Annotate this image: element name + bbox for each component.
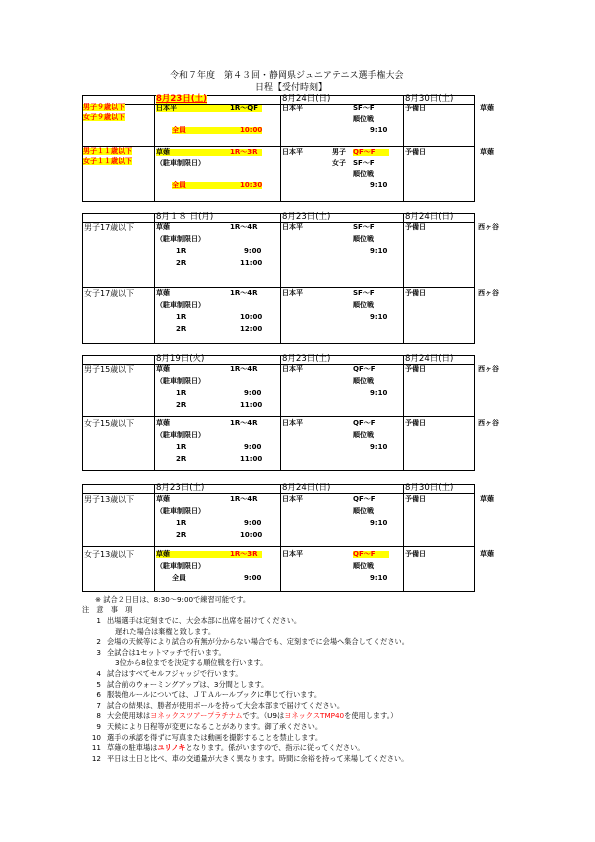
reserve-day: 予備日 [405, 289, 426, 297]
reserve-location: 草薙 [480, 104, 494, 112]
note-text: 平日は土日と比べ、車の交通量が大きく異なります。時間に余裕を持って来場してください。 [107, 753, 409, 763]
category-girls-u17: 女子17歳以下 [84, 289, 135, 298]
note-number: 12 [91, 753, 101, 763]
checkin-time: 9:10 [370, 126, 388, 134]
venue: 日本平 [282, 550, 303, 558]
round-label: 1R [176, 519, 187, 527]
note-text: 全試合は1セットマッチで行います。 [107, 647, 226, 657]
round-range: 1R～4R [230, 365, 258, 373]
note-highlight: ヨネックスTMP40 [284, 711, 345, 721]
venue: 日本平 [282, 223, 303, 231]
note-item [86, 702, 344, 709]
round-label: 2R [176, 401, 187, 409]
round-label: 2R [176, 455, 187, 463]
venue: 草薙 [156, 223, 170, 231]
round-range: 1R～4R [230, 419, 258, 427]
category-boys-u17: 男子17歳以下 [84, 223, 135, 232]
round-range: 1R～4R [230, 495, 258, 503]
checkin-time: 9:00 [244, 389, 262, 397]
venue: 日本平 [156, 105, 262, 112]
note-item [86, 681, 268, 688]
round-label: 2R [176, 259, 187, 267]
table4-header-col3: 8月30日(土) [405, 483, 454, 493]
table2-header-col1: 8月１８ 日(月) [156, 212, 214, 222]
checkin-time: 9:10 [370, 574, 388, 582]
venue: 草薙 [156, 365, 170, 373]
round-range: 1R～3R [230, 148, 258, 156]
reserve-day: 予備日 [405, 365, 426, 373]
reserve-day: 予備日 [405, 104, 426, 112]
round-range: SF～F [353, 289, 375, 297]
checkin-time: 11:00 [240, 401, 263, 409]
note-item [86, 744, 365, 751]
note-item [86, 723, 322, 730]
checkin-time: 10:00 [240, 531, 263, 539]
note-number: 10 [91, 732, 101, 742]
note-text: 会場の天候等により試合の有無が分からない場合でも、定刻までに会場へ集合してください。 [107, 637, 409, 647]
venue: 日本平 [282, 104, 303, 112]
table1-header-col1: 8月23日(土) [156, 94, 208, 104]
note-text: 試合はすべてセルフジャッジで行います。 [107, 669, 243, 678]
table2-header-col2: 8月23日(土) [282, 212, 331, 222]
reserve-day: 予備日 [405, 223, 426, 231]
category-girls-u9: 女子９歳以下 [83, 113, 125, 121]
checkin-time: 9:10 [370, 247, 388, 255]
category-boys-u13: 男子13歳以下 [84, 495, 135, 504]
note-number: 9 [96, 722, 101, 731]
note-number: 4 [96, 669, 101, 678]
parking-restriction: （駐車制限日） [156, 507, 205, 515]
round-label: 2R [176, 325, 187, 333]
round-label: 1R [176, 389, 187, 397]
venue: 日本平 [282, 148, 303, 156]
round-label: 2R [176, 531, 187, 539]
all-players: 全員 [172, 182, 262, 189]
placement-matches: 順位戦 [353, 115, 374, 123]
round-range: 1R～QF [230, 104, 258, 112]
reserve-location: 草薙 [480, 495, 494, 503]
note-text: 試合の結果は、勝者が使用ボールを持って大会本部まで届けてください。 [107, 700, 345, 710]
checkin-time: 11:00 [240, 455, 263, 463]
reserve-day: 予備日 [405, 550, 426, 558]
note-text: を使用します。） [344, 711, 398, 721]
parking-restriction: （駐車制限日） [156, 235, 205, 243]
category-boys-u15: 男子15歳以下 [84, 365, 135, 374]
venue: 草薙 [156, 419, 170, 427]
category-girls-u15: 女子15歳以下 [84, 419, 135, 428]
note-item [86, 734, 322, 741]
checkin-time: 9:10 [370, 389, 388, 397]
checkin-time: 9:10 [370, 181, 388, 189]
placement-matches: 順位戦 [353, 507, 374, 515]
notes-heading: 注 意 事 項 [82, 605, 133, 614]
boys-label: 男子 [332, 148, 346, 156]
note-text: となります。係がいますので、指示に従ってください。 [185, 743, 365, 753]
round-range: QF～F [353, 365, 376, 373]
note-item [86, 659, 267, 666]
note-number: 8 [96, 711, 101, 721]
checkin-time: 9:00 [244, 519, 262, 527]
category-boys-u9: 男子９歳以下 [83, 103, 125, 111]
round-label: 1R [176, 313, 187, 321]
note-text: です。（U9は [242, 711, 285, 721]
checkin-time: 9:00 [244, 443, 262, 451]
reserve-location: 草薙 [480, 550, 494, 558]
schedule-table-u17 [82, 213, 475, 344]
note-number: 7 [96, 700, 101, 710]
round-range: QF～F [353, 495, 376, 503]
all-players: 全員 [172, 574, 186, 582]
checkin-time: 9:00 [244, 247, 262, 255]
round-range: QF～F [353, 551, 389, 558]
note-item [86, 670, 242, 677]
checkin-time: 12:00 [240, 325, 263, 333]
note-number: 2 [96, 637, 101, 647]
note-item [86, 712, 397, 719]
round-range: 1R～4R [230, 289, 258, 297]
checkin-time: 11:00 [240, 259, 263, 267]
note-number: 3 [96, 647, 101, 657]
note-item [86, 755, 408, 762]
category-boys-u11: 男子１１歳以下 [83, 147, 132, 155]
practice-footnote: ※ 試合２日目は、8:30～9:00で練習可能です。 [95, 595, 251, 604]
reserve-location: 西ヶ谷 [478, 365, 499, 373]
table1-header-col3: 8月30日(土) [405, 94, 454, 104]
round-range: 1R～4R [230, 223, 258, 231]
placement-matches: 順位戦 [353, 562, 374, 570]
checkin-time: 9:10 [370, 443, 388, 451]
venue: 日本平 [282, 289, 303, 297]
placement-matches: 順位戦 [353, 170, 374, 178]
placement-matches: 順位戦 [353, 431, 374, 439]
checkin-time: 10:30 [240, 181, 263, 189]
checkin-time: 9:00 [244, 574, 262, 582]
reserve-location: 西ヶ谷 [478, 289, 499, 297]
table2-header-col3: 8月24日(日) [405, 212, 454, 222]
venue: 草薙 [156, 289, 170, 297]
venue: 草薙 [156, 551, 262, 558]
round-label: 1R [176, 443, 187, 451]
parking-restriction: （駐車制限日） [156, 301, 205, 309]
note-text: 選手の承認を得ずに写真または動画を撮影することを禁止します。 [107, 732, 323, 742]
table4-header-col1: 8月23日(土) [156, 483, 205, 493]
venue: 草薙 [156, 495, 170, 503]
girls-label: 女子 [332, 159, 346, 167]
parking-restriction: （駐車制限日） [156, 431, 205, 439]
note-item [86, 691, 321, 698]
reserve-location: 草薙 [480, 148, 494, 156]
venue: 草薙 [156, 149, 262, 156]
checkin-time: 10:00 [240, 313, 263, 321]
page-subtitle: 日程【受付時刻】 [255, 83, 328, 93]
table3-header-col3: 8月24日(日) [405, 354, 454, 364]
note-text: 大会使用球は [107, 711, 151, 721]
table3-header-col2: 8月23日(土) [282, 354, 331, 364]
placement-matches: 順位戦 [353, 301, 374, 309]
note-text: 試合前のウォーミングアップは、3分間とします。 [107, 679, 269, 689]
parking-restriction: （駐車制限日） [156, 159, 205, 167]
note-number: 11 [91, 743, 101, 753]
reserve-day: 予備日 [405, 495, 426, 503]
note-number: 6 [96, 690, 101, 700]
note-text: 3位から8位までを決定する順位戦を行います。 [115, 658, 268, 668]
venue: 日本平 [282, 365, 303, 373]
round-range: SF～F [353, 223, 375, 231]
round-range: 1R～3R [230, 550, 258, 558]
note-item [86, 649, 226, 656]
note-text: 草薙の駐車場は [107, 743, 158, 753]
all-players: 全員 [172, 127, 262, 134]
checkin-time: 9:10 [370, 313, 388, 321]
note-text: 天候により日程等が変更になることがあります。御了承ください。 [107, 722, 323, 731]
note-highlight: ユリノキ [157, 743, 186, 753]
note-highlight: ヨネックスツアープラチナム [150, 711, 243, 721]
table1-header-col2: 8月24日(日) [282, 94, 331, 104]
reserve-day: 予備日 [405, 419, 426, 427]
note-text: 遅れた場合は棄権と致します。 [115, 626, 216, 636]
note-item [86, 638, 409, 645]
category-girls-u13: 女子13歳以下 [84, 550, 135, 559]
note-number: 1 [96, 616, 101, 625]
note-number: 5 [96, 679, 101, 689]
note-text: 服装他ルールについては、ＪＴＡルールブックに準じて行います。 [107, 690, 322, 700]
round-range: QF～F [353, 419, 376, 427]
note-item [86, 628, 215, 635]
round-range: SF～F [353, 159, 375, 167]
reserve-day: 予備日 [405, 148, 426, 156]
round-range: QF～F [353, 149, 389, 156]
checkin-time: 10:00 [240, 126, 263, 134]
placement-matches: 順位戦 [353, 377, 374, 385]
round-range: SF～F [353, 104, 375, 112]
reserve-location: 西ヶ谷 [478, 419, 499, 427]
venue: 日本平 [282, 495, 303, 503]
venue: 日本平 [282, 419, 303, 427]
reserve-location: 西ヶ谷 [478, 223, 499, 231]
parking-restriction: （駐車制限日） [156, 562, 205, 570]
note-item [86, 617, 301, 624]
placement-matches: 順位戦 [353, 235, 374, 243]
parking-restriction: （駐車制限日） [156, 377, 205, 385]
table4-header-col2: 8月24日(日) [282, 483, 331, 493]
note-text: 出場選手は定刻までに、大会本部に出席を届けてください。 [107, 616, 302, 625]
round-label: 1R [176, 247, 187, 255]
checkin-time: 9:10 [370, 519, 388, 527]
table3-header-col1: 8月19日(火) [156, 354, 205, 364]
page-title: 令和７年度 第４３回・静岡県ジュニアテニス選手権大会 [170, 71, 404, 81]
category-girls-u11: 女子１１歳以下 [83, 157, 132, 165]
